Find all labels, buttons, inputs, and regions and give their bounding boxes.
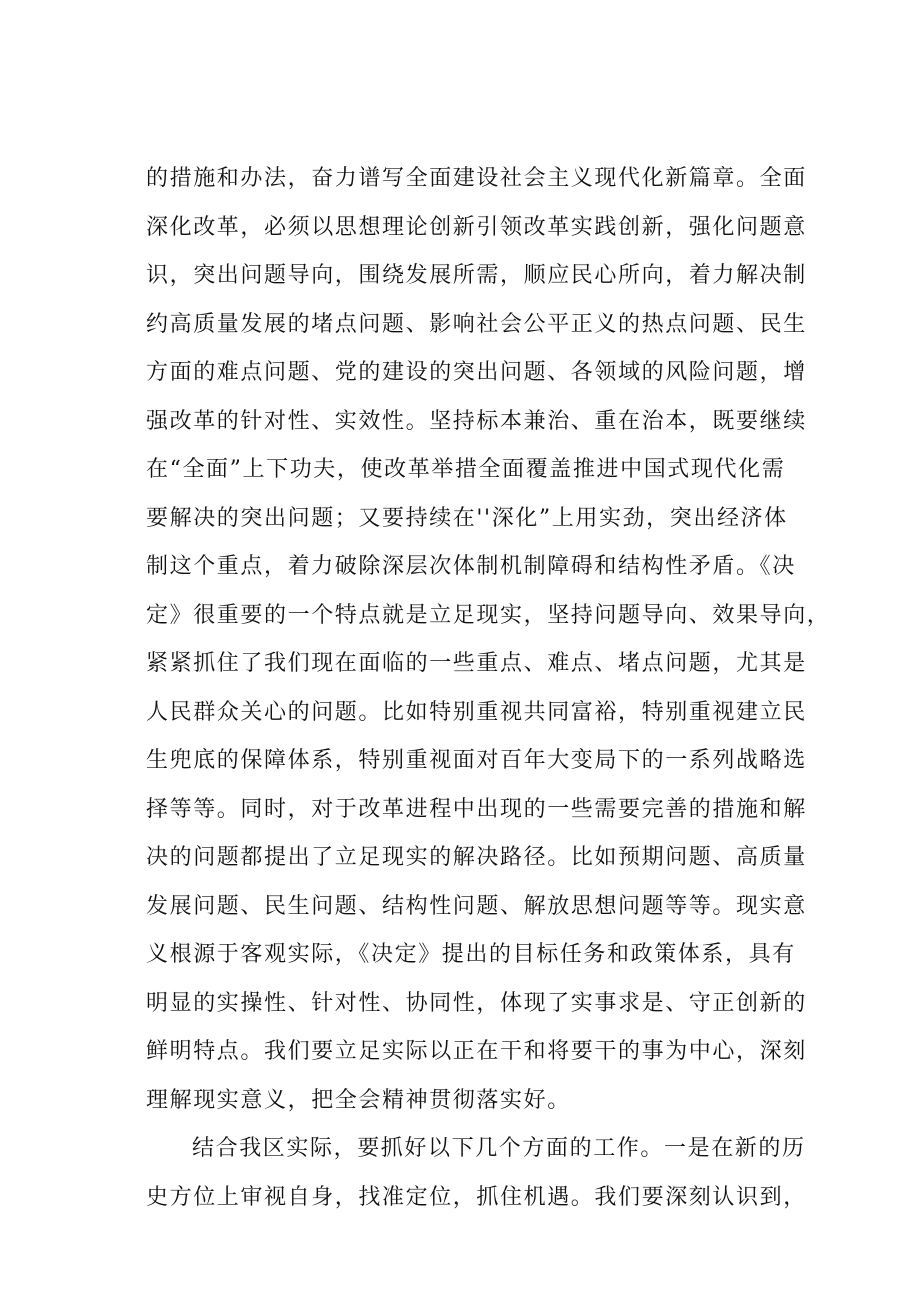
text-line: 在“全面”上下功夫，使改革举措全面覆盖推进中国式现代化需 [146, 457, 786, 482]
text-line: 约高质量发展的堵点问题、影响社会公平正义的热点问题、民生 [146, 311, 807, 337]
body-text [146, 155, 831, 1222]
text-line: 鲜明特点。我们要立足实际以正在干和将要干的事为中心，深刻 [146, 1039, 807, 1064]
text-line: 的措施和办法，奋力谱写全面建设社会主义现代化新篇章。全面 [146, 166, 807, 191]
text-line: 强改革的针对性、实效性。坚持标本兼治、重在治本，既要继续 [146, 408, 807, 434]
text-line: 人民群众关心的问题。比如特别重视共同富裕，特别重视建立民 [146, 699, 807, 725]
text-line: 识，突出问题导向，围绕发展所需，顺应民心所向，着力解决制 [146, 263, 807, 288]
text-line: 定》很重要的一个特点就是立足现实，坚持问题导向、效果导向， [146, 602, 831, 628]
text-line: 决的问题都提出了立足现实的解决路径。比如预期问题、高质量 [146, 845, 807, 870]
text-line: 生兜底的保障体系，特别重视面对百年大变局下的一系列战略选 [146, 748, 807, 773]
text-line: 理解现实意义，把全会精神贯彻落实好。 [146, 1087, 571, 1113]
text-line: 深化改革，必须以思想理论创新引领改革实践创新，强化问题意 [146, 214, 807, 240]
text-line: 方面的难点问题、党的建设的突出问题、各领域的风险问题，增 [146, 360, 807, 385]
text-line-first-indented: 结合我区实际，要抓好以下几个方面的工作。一是在新的历 [192, 1136, 806, 1161]
text-line: 制这个重点，着力破除深层次体制机制障碍和结构性矛盾。《决 [146, 554, 796, 579]
text-line: 要解决的突出问题；又要持续在''深化”上用实劲，突出经济体 [146, 505, 788, 531]
text-line: 紧紧抓住了我们现在面临的一些重点、难点、堵点问题，尤其是 [146, 651, 807, 676]
text-line: 义根源于客观实际，《决定》提出的目标任务和政策体系，具有 [146, 942, 796, 967]
text-line: 发展问题、民生问题、结构性问题、解放思想问题等等。现实意 [146, 893, 807, 919]
text-line: 史方位上审视自身，找准定位，抓住机遇。我们要深刻认识到， [146, 1184, 807, 1210]
text-line: 择等等。同时，对于改革进程中出现的一些需要完善的措施和解 [146, 796, 807, 822]
text-line: 明显的实操性、针对性、协同性，体现了实事求是、守正创新的 [146, 990, 807, 1016]
paragraph-2 [146, 1125, 807, 1222]
paragraph-1 [146, 155, 831, 1125]
